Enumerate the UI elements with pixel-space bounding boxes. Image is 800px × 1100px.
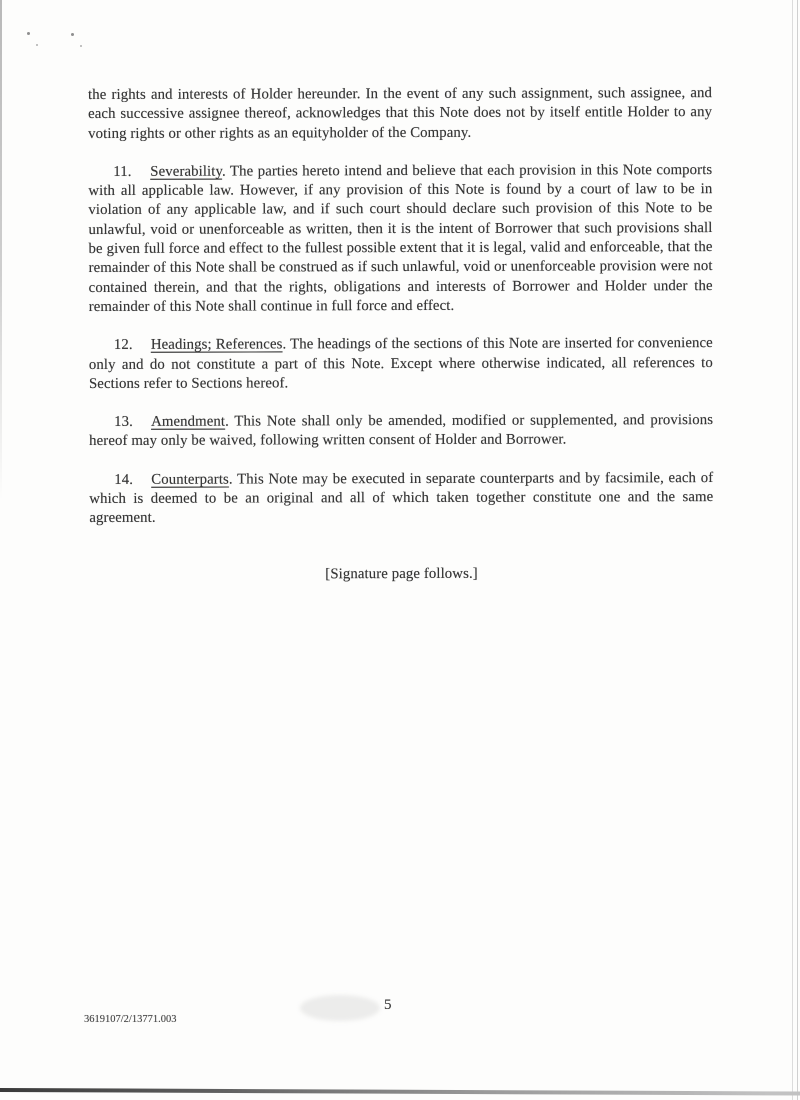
section-text: . The parties hereto intend and believe that each provision in this Note comports with all applicable law. However, if any provision of this Note is found by a court of law to be in violation of any applicable law, and if such court should declare such provision of this Note to be unlawful, void or unenforceable as written, then it is the intent of Borrower that such provisions shall be given full force and effect to the fullest possible extent that it is legal, valid and enforceable, that the remainder of this Note shall be construed as if such unlawful, void or unenforceable provision were not contained therein, and that the rights, obligations and interests of Borrower and Holder under the remainder of this Note shall continue in full force and effect.	[88, 161, 713, 315]
section-number: 14.	[114, 471, 134, 488]
document-body	[88, 84, 714, 604]
section-heading: Severability	[150, 163, 223, 180]
section-heading: Amendment	[151, 413, 226, 430]
continuation-paragraph	[88, 84, 712, 144]
section-heading: Headings; References	[150, 336, 283, 354]
section-number: 11.	[113, 163, 132, 180]
scan-speckle	[36, 44, 38, 46]
scan-smudge	[300, 995, 380, 1021]
scan-speckle	[71, 33, 74, 36]
section-text: . This Note shall only be amended, modified or supplemented, and provisions hereof may only be waived, following written consent of Holder and Borrower.	[89, 412, 714, 450]
section-12-headings-references	[89, 334, 713, 394]
document-reference-number: 3619107/2/13771.003	[84, 1014, 177, 1025]
page-number: 5	[384, 997, 392, 1013]
section-11-severability	[88, 161, 712, 317]
section-number: 12.	[113, 337, 133, 354]
section-text: . This Note may be executed in separate counterparts and by facsimile, each of which is deemed to be an original and all of which taken together constitute one and the same agreement.	[89, 469, 714, 527]
section-text: . The headings of the sections of this Note are inserted for convenience only and do not constitute a part of this Note. Except where otherwise indicated, all references to Sections refer to Sections hereof.	[88, 335, 713, 392]
continuation-text: the rights and interests of Holder hereunder. In the event of any such assignment, such assignee, and each successive assignee thereof, acknowledges that this Note does not by itself entitle Holder to any voting rights or other rights as an equityholder of the Company.	[88, 85, 713, 142]
section-14-counterparts	[89, 469, 713, 529]
scan-edge-left	[0, 0, 2, 500]
signature-page-notice: [Signature page follows.]	[325, 565, 478, 582]
section-heading: Counterparts	[151, 471, 229, 488]
scan-speckle	[27, 32, 30, 35]
scan-edge-right	[797, 0, 798, 1100]
section-13-amendment	[89, 411, 713, 452]
scan-edge-bottom	[0, 1088, 800, 1096]
scan-speckle	[80, 45, 82, 47]
section-number: 13.	[114, 414, 133, 431]
scan-edge-right	[792, 0, 793, 1100]
